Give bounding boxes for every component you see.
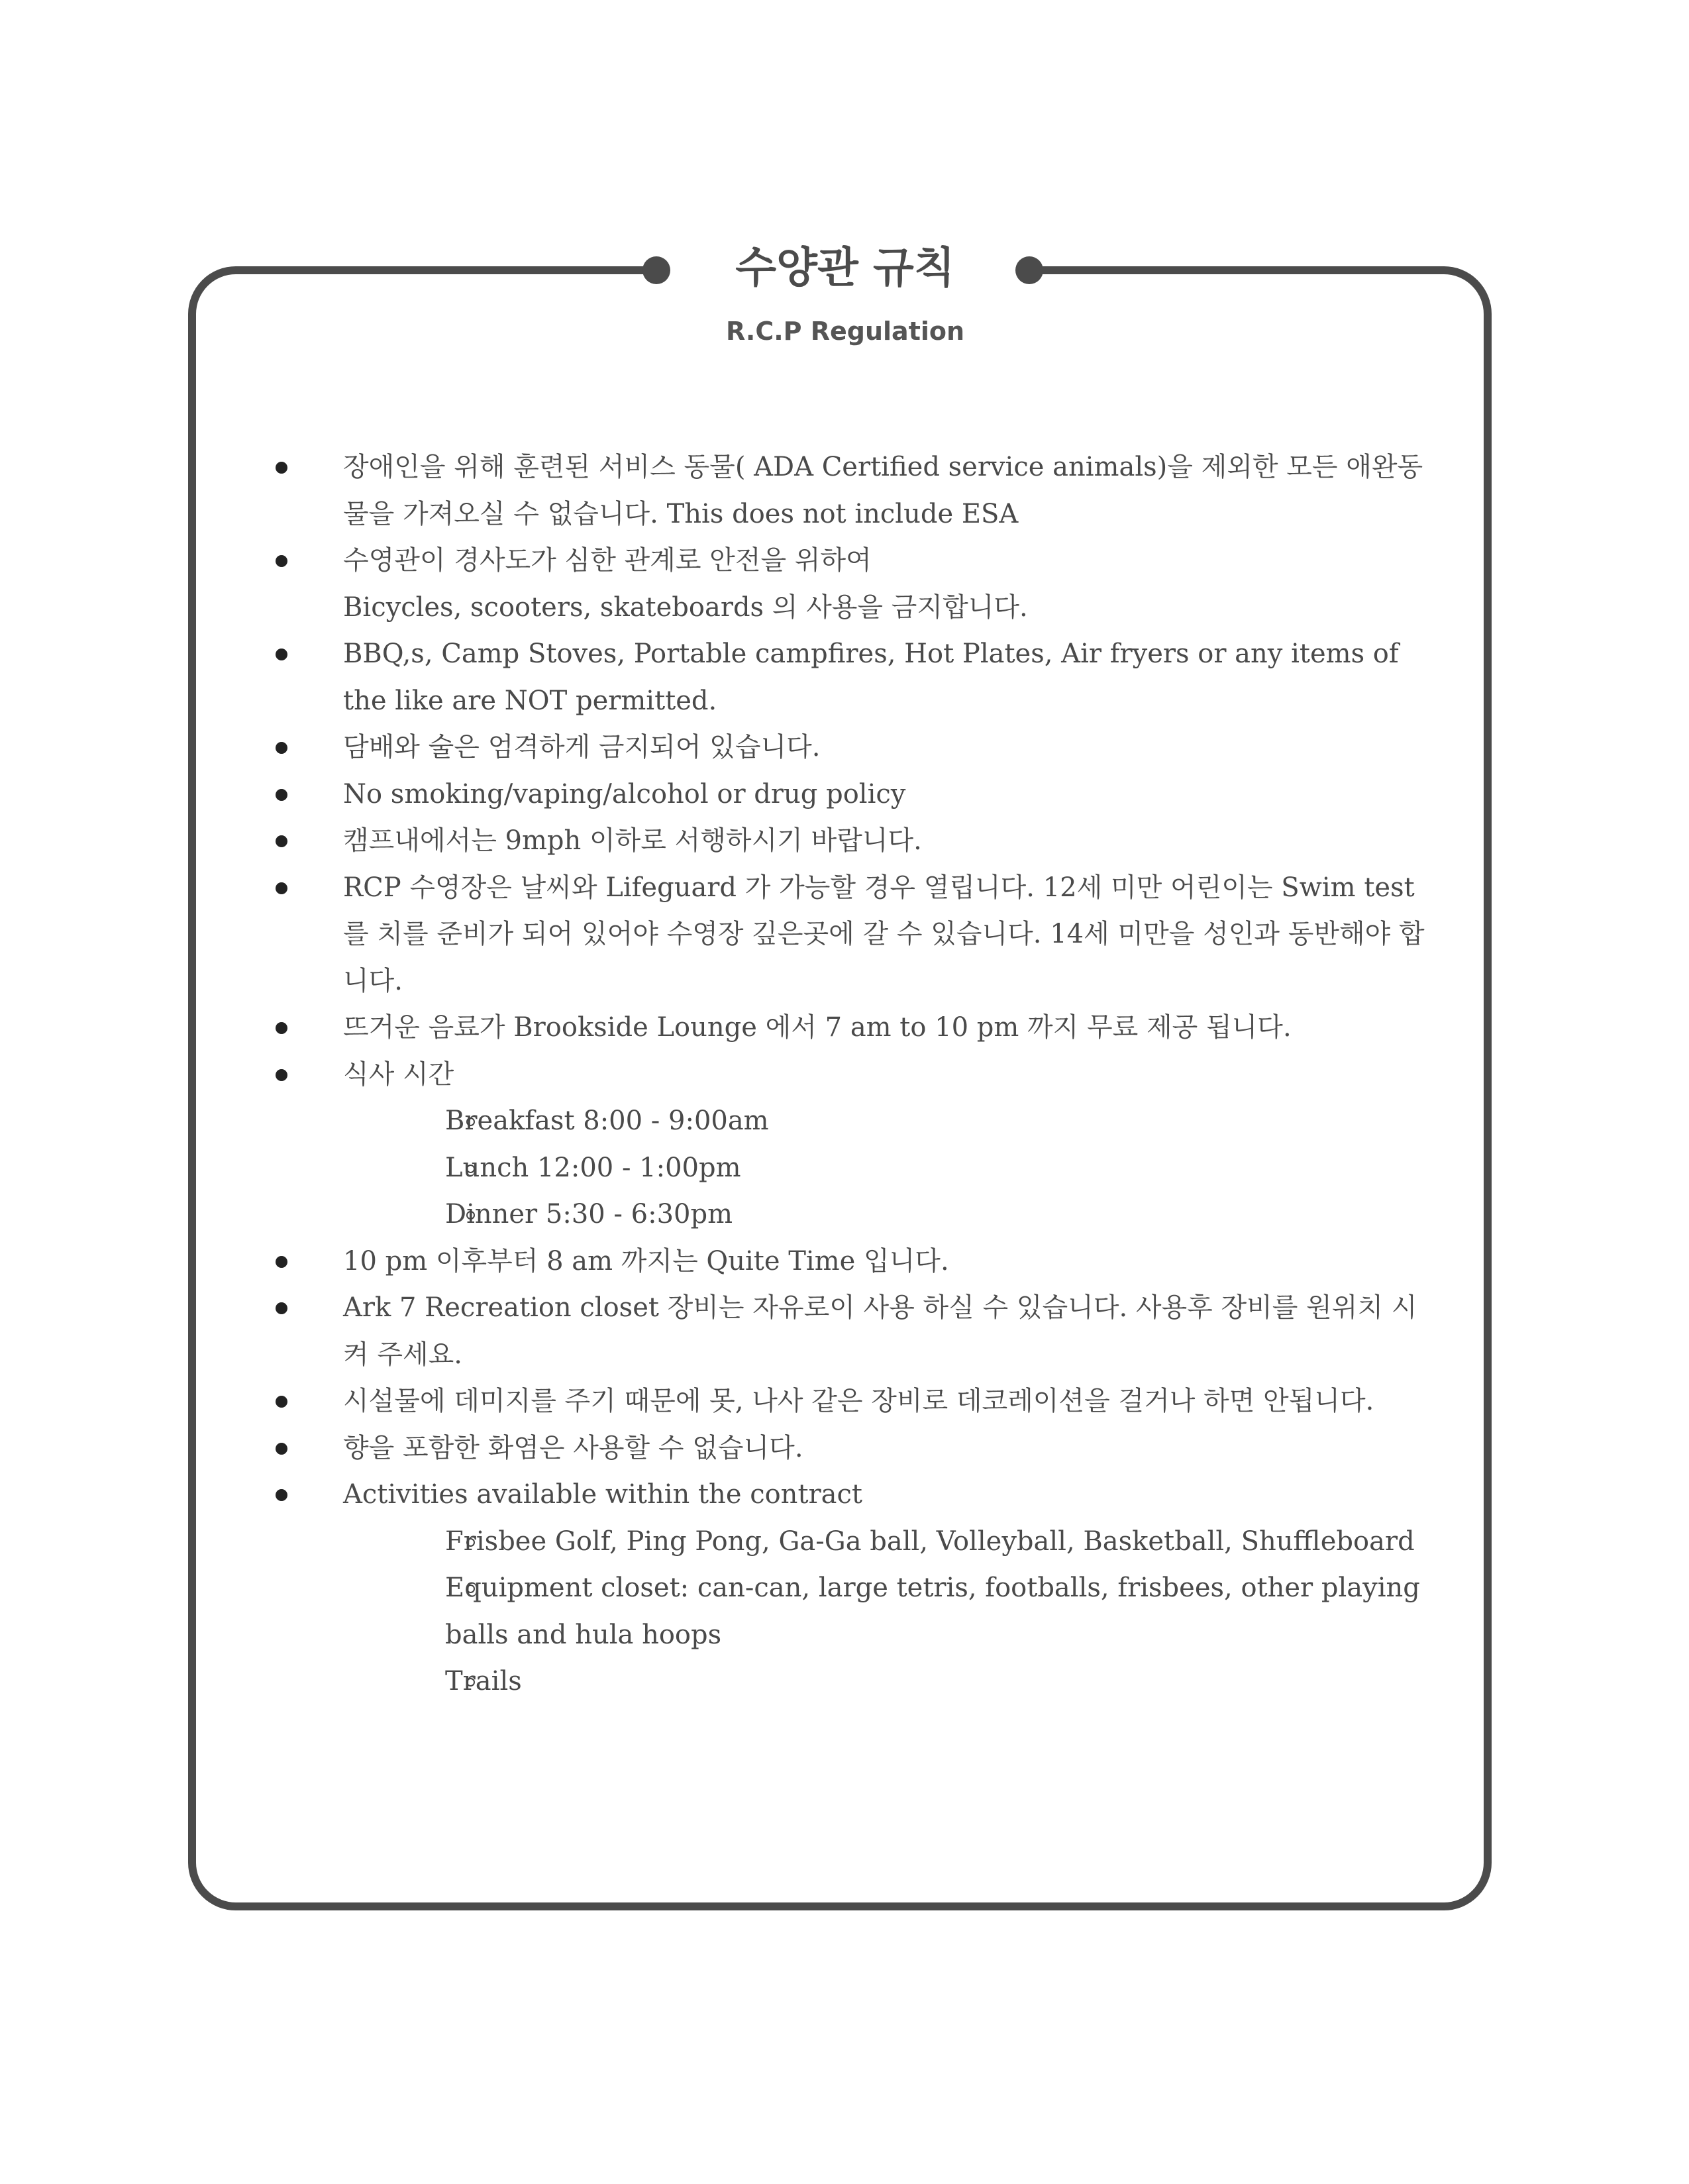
rules-list [252,444,1437,1705]
rule-subitem-text: Frisbee Golf, Ping Pong, Ga-Ga ball, Volleyball, Basketball, Shuffleboard [445,1526,1415,1557]
rule-subitem [343,1098,1437,1145]
rule-subitem [343,1191,1437,1238]
rule-text: 캠프내에서는 9mph 이하로 서행하시기 바랍니다. [343,825,922,856]
rule-sublist [343,1518,1437,1705]
rule-subitem [343,1658,1437,1705]
rule-subitem [343,1518,1437,1565]
bullet-icon [276,1302,287,1314]
rule-text: BBQ,s, Camp Stoves, Portable campfires, Hot Plates, Air fryers or any items of the like are NOT permitted. [343,639,1399,716]
rule-item [252,444,1437,537]
rule-item [252,817,1437,864]
page-title: 수양관 규칙 [735,244,955,293]
rule-text: 시설물에 데미지를 주기 때문에 못, 나사 같은 장비로 데코레이션을 걸거나 하면 안됩니다. [343,1386,1374,1416]
rule-item [252,1425,1437,1472]
rule-subitem [343,1145,1437,1192]
rule-item [252,1051,1437,1238]
circle-bullet-icon [466,1211,475,1220]
rule-item [252,537,1437,631]
bullet-icon [276,835,287,847]
rule-item [252,1284,1437,1378]
circle-bullet-icon [466,1538,475,1547]
bullet-icon [276,1069,287,1081]
bullet-icon [276,649,287,660]
bullet-icon [276,1489,287,1501]
bullet-icon [276,1443,287,1455]
bullet-icon [276,882,287,894]
rule-subitem-text: Lunch 12:00 - 1:00pm [445,1152,741,1183]
rule-text: 10 pm 이후부터 8 am 까지는 Quite Time 입니다. [343,1245,949,1276]
circle-bullet-icon [466,1165,475,1173]
rule-text: 향을 포함한 화염은 사용할 수 없습니다. [343,1432,803,1463]
rule-item [252,631,1437,724]
rule-subitem-text: Breakfast 8:00 - 9:00am [445,1106,769,1136]
bullet-icon [276,1256,287,1268]
rule-item [252,1238,1437,1285]
rule-item [252,771,1437,818]
circle-bullet-icon [466,1585,475,1593]
rule-text: No smoking/vaping/alcohol or drug policy [343,778,906,809]
bullet-icon [276,1022,287,1034]
rule-subitem-text: Equipment closet: can-can, large tetris, footballs, frisbees, other playing balls and hula hoops [445,1573,1420,1650]
rule-item [252,1471,1437,1705]
rule-text: 장애인을 위해 훈련된 서비스 동물( ADA Certified service animals)을 제외한 모든 애완동물을 가져오실 수 없습니다. This does not include ESA [343,452,1423,529]
bullet-icon [276,789,287,801]
rule-text: 담배와 술은 엄격하게 금지되어 있습니다. [343,732,821,762]
rule-subitem [343,1565,1437,1658]
rule-item [252,1378,1437,1425]
circle-bullet-icon [466,1118,475,1126]
rule-sublist [343,1098,1437,1238]
bullet-icon [276,1396,287,1408]
rule-item [252,724,1437,771]
rule-text: RCP 수영장은 날씨와 Lifeguard 가 가능할 경우 열립니다. 12세 미만 어린이는 Swim test 를 치를 준비가 되어 있어야 수영장 깊은곳에 갈 수 있습니다. 14세 미만을 성인과 동반해야 합니다. [343,872,1425,996]
circle-bullet-icon [466,1678,475,1687]
page-subtitle: R.C.P Regulation [725,317,965,346]
bullet-icon [276,555,287,567]
rule-text: Activities available within the contract [343,1479,862,1510]
rule-item [252,1004,1437,1051]
rule-subitem-text: Trails [445,1666,522,1696]
rule-text: 식사 시간 [343,1059,454,1090]
rule-text: 수영관이 경사도가 심한 관계로 안전을 위하여 Bicycles, scooters, skateboards 의 사용을 금지합니다. [343,545,1028,623]
bullet-icon [276,462,287,474]
bullet-icon [276,742,287,754]
rule-item [252,864,1437,1005]
rule-subitem-text: Dinner 5:30 - 6:30pm [445,1199,733,1229]
rule-text: Ark 7 Recreation closet 장비는 자유로이 사용 하실 수 있습니다. 사용후 장비를 원위치 시켜 주세요. [343,1292,1417,1370]
rule-text: 뜨거운 음료가 Brookside Lounge 에서 7 am to 10 pm 까지 무료 제공 됩니다. [343,1012,1292,1043]
